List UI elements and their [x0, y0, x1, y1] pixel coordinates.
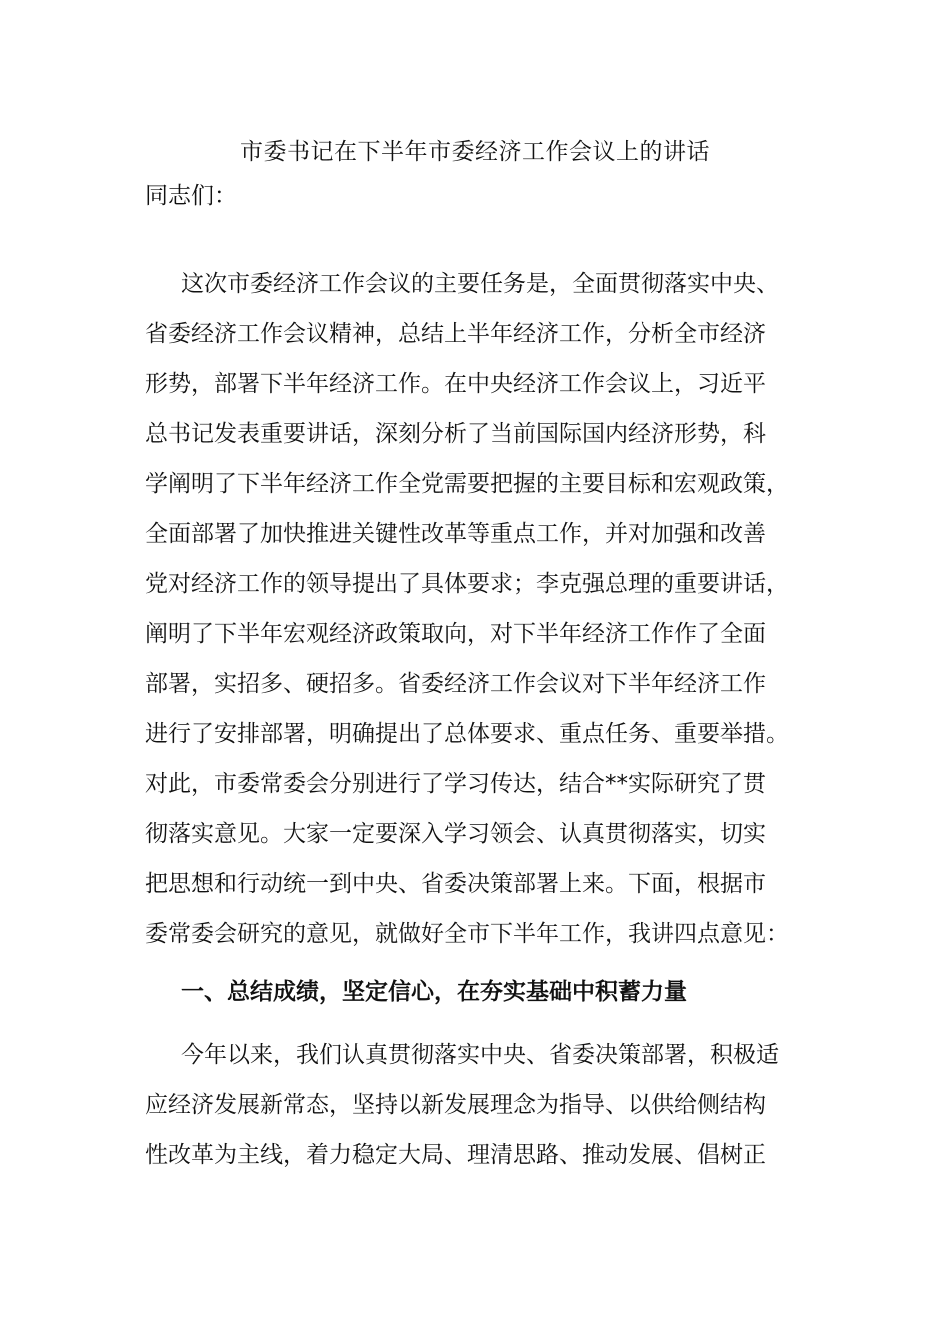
paragraph-line: 阐明了下半年宏观经济政策取向，对下半年经济工作作了全面 — [145, 621, 766, 647]
paragraph-line: 省委经济工作会议精神，总结上半年经济工作，分析全市经济 — [145, 321, 766, 347]
paragraph-line: 性改革为主线，着力稳定大局、理清思路、推动发展、倡树正 — [145, 1142, 766, 1168]
paragraph-line: 今年以来，我们认真贯彻落实中央、省委决策部署，积极适 — [181, 1042, 779, 1068]
paragraph-line: 总书记发表重要讲话，深刻分析了当前国际国内经济形势，科 — [145, 421, 766, 447]
paragraph-line: 委常委会研究的意见，就做好全市下半年工作，我讲四点意见： — [145, 921, 789, 947]
paragraph-line: 全面部署了加快推进关键性改革等重点工作，并对加强和改善 — [145, 521, 766, 547]
paragraph-line: 形势，部署下半年经济工作。在中央经济工作会议上，习近平 — [145, 371, 766, 397]
paragraph-line: 学阐明了下半年经济工作全党需要把握的主要目标和宏观政策， — [145, 471, 789, 497]
paragraph-1 — [145, 259, 810, 959]
paragraph-line: 党对经济工作的领导提出了具体要求；李克强总理的重要讲话， — [145, 571, 789, 597]
salutation: 同志们： — [145, 183, 237, 209]
paragraph-line: 进行了安排部署，明确提出了总体要求、重点任务、重要举措。 — [145, 721, 789, 747]
paragraph-line: 把思想和行动统一到中央、省委决策部署上来。下面，根据市 — [145, 871, 766, 897]
paragraph-line: 彻落实意见。大家一定要深入学习领会、认真贯彻落实，切实 — [145, 821, 766, 847]
paragraph-line: 对此，市委常委会分别进行了学习传达，结合**实际研究了贯 — [145, 771, 766, 797]
paragraph-line: 应经济发展新常态，坚持以新发展理念为指导、以供给侧结构 — [145, 1092, 766, 1118]
paragraph-2 — [145, 1030, 810, 1180]
section-heading-1: 一、总结成绩，坚定信心，在夯实基础中积蓄力量 — [181, 979, 687, 1005]
document-title: 市委书记在下半年市委经济工作会议上的讲话 — [240, 139, 710, 165]
paragraph-line: 部署，实招多、硬招多。省委经济工作会议对下半年经济工作 — [145, 671, 766, 697]
paragraph-line: 这次市委经济工作会议的主要任务是，全面贯彻落实中央、 — [181, 271, 779, 297]
